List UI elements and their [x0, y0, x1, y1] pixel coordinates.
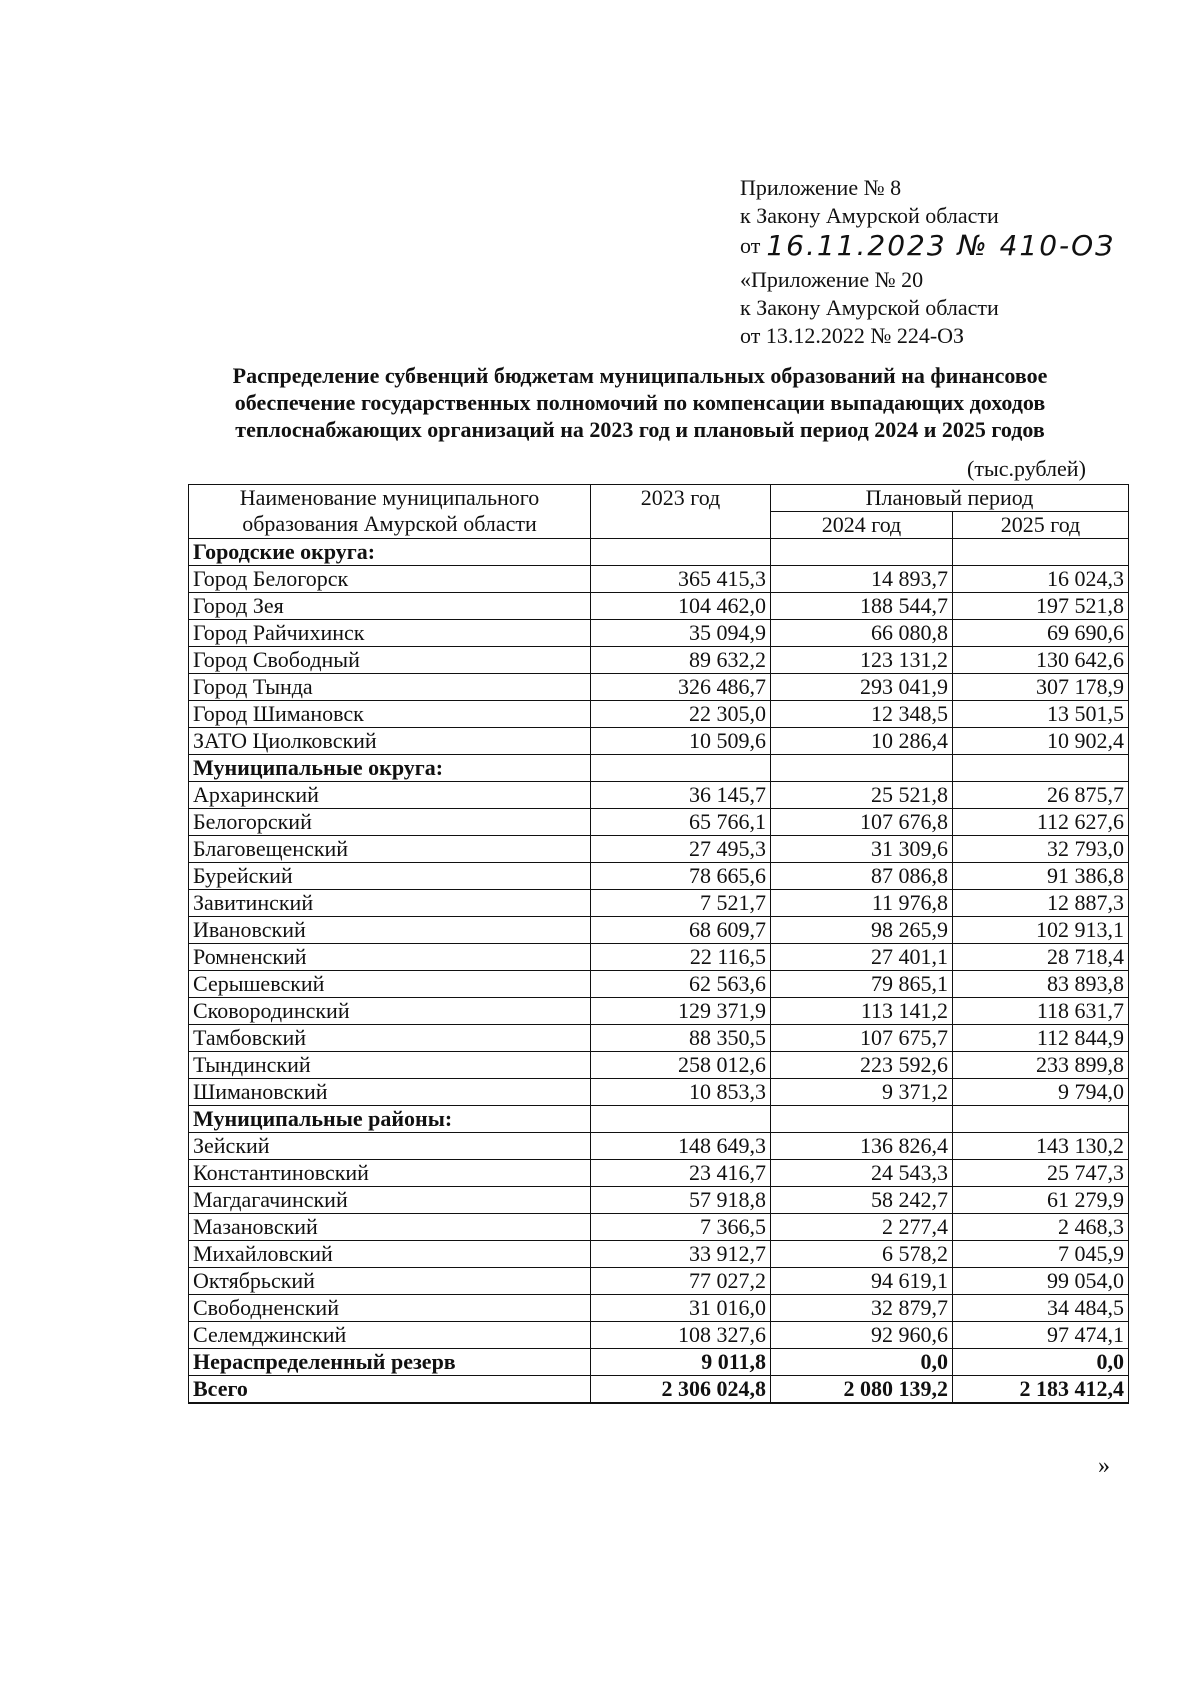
cell-v2023: 10 853,3 [591, 1079, 771, 1106]
table-reserve-row [189, 1349, 1129, 1376]
table-row [189, 701, 1129, 728]
cell-v2025: 32 793,0 [953, 836, 1129, 863]
cell-v2025: 143 130,2 [953, 1133, 1129, 1160]
cell-v2025: 34 484,5 [953, 1295, 1129, 1322]
cell-v2024: 10 286,4 [771, 728, 953, 755]
cell-v2025: 102 913,1 [953, 917, 1129, 944]
header-name-line1: Наименование муниципального [239, 485, 540, 510]
handwritten-date: 16.11.2023 № 410-ОЗ [766, 229, 1116, 262]
annex-number: Приложение № 8 [740, 175, 902, 200]
previous-annex-header [740, 266, 999, 350]
cell-v2024: 32 879,7 [771, 1295, 953, 1322]
units-label: (тыс.рублей) [967, 456, 1086, 481]
cell-v2024: 11 976,8 [771, 890, 953, 917]
table-total-row [189, 1376, 1129, 1404]
cell-v2024: 27 401,1 [771, 944, 953, 971]
cell-v2024: 58 242,7 [771, 1187, 953, 1214]
cell-v2025: 83 893,8 [953, 971, 1129, 998]
table-row [189, 944, 1129, 971]
cell-v2025: 13 501,5 [953, 701, 1129, 728]
cell-name: Город Свободный [189, 647, 591, 674]
cell-v2023: 326 486,7 [591, 674, 771, 701]
header-planned-period: Плановый период [771, 485, 1129, 512]
table-row [189, 1025, 1129, 1052]
cell-v2025: 307 178,9 [953, 674, 1129, 701]
cell-name: Тындинский [189, 1052, 591, 1079]
table-body [189, 539, 1129, 1404]
cell-v2025: 12 887,3 [953, 890, 1129, 917]
cell-v2025: 130 642,6 [953, 647, 1129, 674]
cell-name: Город Райчихинск [189, 620, 591, 647]
cell-v2024: 113 141,2 [771, 998, 953, 1025]
cell-name: Магдагачинский [189, 1187, 591, 1214]
header-name-line2: образования Амурской области [242, 511, 537, 536]
cell-name: ЗАТО Циолковский [189, 728, 591, 755]
table-row [189, 1079, 1129, 1106]
table-row [189, 782, 1129, 809]
cell-v2025: 99 054,0 [953, 1268, 1129, 1295]
cell-v2023: 77 027,2 [591, 1268, 771, 1295]
table-row [189, 1241, 1129, 1268]
cell-v2025: 7 045,9 [953, 1241, 1129, 1268]
cell-v2024: 25 521,8 [771, 782, 953, 809]
table-row [189, 1295, 1129, 1322]
table-row [189, 1160, 1129, 1187]
cell-v2024: 2 277,4 [771, 1214, 953, 1241]
cell-name: Город Белогорск [189, 566, 591, 593]
cell-v2023: 31 016,0 [591, 1295, 771, 1322]
header-2024: 2024 год [771, 512, 953, 539]
table-row [189, 917, 1129, 944]
cell-v2025 [953, 539, 1129, 566]
title-line: Распределение субвенций бюджетам муниципальных образований на финансовое [232, 363, 1048, 388]
table-row [189, 1133, 1129, 1160]
cell-v2025: 10 902,4 [953, 728, 1129, 755]
table-row [189, 890, 1129, 917]
prev-annex-law-ref: к Закону Амурской области [740, 295, 999, 320]
cell-v2025 [953, 1106, 1129, 1133]
cell-v2023: 36 145,7 [591, 782, 771, 809]
cell-name: Селемджинский [189, 1322, 591, 1349]
cell-v2023: 68 609,7 [591, 917, 771, 944]
table-row [189, 836, 1129, 863]
cell-v2024: 107 676,8 [771, 809, 953, 836]
cell-name: Ромненский [189, 944, 591, 971]
cell-name: Всего [189, 1376, 591, 1404]
cell-v2024: 87 086,8 [771, 863, 953, 890]
title-line: теплоснабжающих организаций на 2023 год и плановый период 2024 и 2025 годов [235, 417, 1045, 442]
annex-header [740, 174, 1115, 260]
cell-v2024: 123 131,2 [771, 647, 953, 674]
cell-v2024: 6 578,2 [771, 1241, 953, 1268]
cell-v2025: 2 468,3 [953, 1214, 1129, 1241]
cell-v2024 [771, 755, 953, 782]
table-row [189, 1268, 1129, 1295]
cell-name: Ивановский [189, 917, 591, 944]
cell-v2025: 0,0 [953, 1349, 1129, 1376]
prev-annex-date: от 13.12.2022 № 224-ОЗ [740, 323, 965, 348]
cell-v2024: 2 080 139,2 [771, 1376, 953, 1404]
table-row [189, 1322, 1129, 1349]
table-row [189, 1187, 1129, 1214]
cell-v2025: 16 024,3 [953, 566, 1129, 593]
cell-v2024: 107 675,7 [771, 1025, 953, 1052]
cell-v2025: 2 183 412,4 [953, 1376, 1129, 1404]
annex-law-ref: к Закону Амурской области [740, 203, 999, 228]
cell-v2025: 118 631,7 [953, 998, 1129, 1025]
cell-v2025: 26 875,7 [953, 782, 1129, 809]
cell-v2023 [591, 539, 771, 566]
document-title [190, 362, 1090, 443]
cell-v2024: 14 893,7 [771, 566, 953, 593]
cell-v2023 [591, 1106, 771, 1133]
cell-v2023 [591, 755, 771, 782]
cell-v2024: 12 348,5 [771, 701, 953, 728]
cell-v2025: 28 718,4 [953, 944, 1129, 971]
cell-v2024 [771, 1106, 953, 1133]
cell-v2023: 88 350,5 [591, 1025, 771, 1052]
cell-v2024: 136 826,4 [771, 1133, 953, 1160]
cell-name: Сковородинский [189, 998, 591, 1025]
table-row [189, 566, 1129, 593]
cell-v2023: 258 012,6 [591, 1052, 771, 1079]
cell-v2023: 148 649,3 [591, 1133, 771, 1160]
closing-quote: » [1098, 1453, 1110, 1479]
cell-v2023: 35 094,9 [591, 620, 771, 647]
table-group-row [189, 539, 1129, 566]
table-row [189, 728, 1129, 755]
cell-name: Муниципальные районы: [189, 1106, 591, 1133]
cell-name: Октябрьский [189, 1268, 591, 1295]
cell-v2023: 2 306 024,8 [591, 1376, 771, 1404]
cell-name: Городские округа: [189, 539, 591, 566]
cell-v2024: 0,0 [771, 1349, 953, 1376]
cell-name: Муниципальные округа: [189, 755, 591, 782]
cell-v2025: 25 747,3 [953, 1160, 1129, 1187]
cell-v2025: 233 899,8 [953, 1052, 1129, 1079]
header-name [189, 485, 591, 539]
cell-v2025: 112 844,9 [953, 1025, 1129, 1052]
cell-v2023: 57 918,8 [591, 1187, 771, 1214]
cell-v2025: 112 627,6 [953, 809, 1129, 836]
cell-v2024: 9 371,2 [771, 1079, 953, 1106]
cell-v2025 [953, 755, 1129, 782]
cell-v2024 [771, 539, 953, 566]
table-row [189, 1214, 1129, 1241]
cell-v2025: 69 690,6 [953, 620, 1129, 647]
cell-v2023: 365 415,3 [591, 566, 771, 593]
table-row [189, 620, 1129, 647]
annex-date-prefix: от [740, 233, 761, 258]
annex-date [740, 230, 1115, 260]
cell-v2023: 22 305,0 [591, 701, 771, 728]
table-row [189, 971, 1129, 998]
cell-v2023: 23 416,7 [591, 1160, 771, 1187]
cell-v2023: 104 462,0 [591, 593, 771, 620]
cell-name: Серышевский [189, 971, 591, 998]
cell-v2025: 97 474,1 [953, 1322, 1129, 1349]
header-2023: 2023 год [591, 485, 771, 539]
cell-v2024: 79 865,1 [771, 971, 953, 998]
cell-v2023: 7 521,7 [591, 890, 771, 917]
table-group-row [189, 755, 1129, 782]
cell-name: Город Шимановск [189, 701, 591, 728]
cell-v2024: 293 041,9 [771, 674, 953, 701]
cell-name: Мазановский [189, 1214, 591, 1241]
cell-name: Архаринский [189, 782, 591, 809]
cell-name: Тамбовский [189, 1025, 591, 1052]
cell-v2024: 94 619,1 [771, 1268, 953, 1295]
cell-v2025: 197 521,8 [953, 593, 1129, 620]
cell-v2024: 98 265,9 [771, 917, 953, 944]
cell-v2023: 27 495,3 [591, 836, 771, 863]
cell-v2023: 22 116,5 [591, 944, 771, 971]
cell-name: Нераспределенный резерв [189, 1349, 591, 1376]
header-2025: 2025 год [953, 512, 1129, 539]
cell-v2023: 129 371,9 [591, 998, 771, 1025]
cell-v2024: 188 544,7 [771, 593, 953, 620]
cell-v2024: 31 309,6 [771, 836, 953, 863]
cell-v2024: 92 960,6 [771, 1322, 953, 1349]
cell-v2023: 78 665,6 [591, 863, 771, 890]
cell-v2024: 24 543,3 [771, 1160, 953, 1187]
table-group-row [189, 1106, 1129, 1133]
cell-v2025: 9 794,0 [953, 1079, 1129, 1106]
cell-v2023: 65 766,1 [591, 809, 771, 836]
subvention-table [188, 484, 1129, 1404]
cell-name: Зейский [189, 1133, 591, 1160]
cell-name: Город Тында [189, 674, 591, 701]
table-row [189, 863, 1129, 890]
title-line: обеспечение государственных полномочий по компенсации выпадающих доходов [234, 390, 1046, 415]
table-row [189, 998, 1129, 1025]
cell-name: Шимановский [189, 1079, 591, 1106]
cell-v2023: 7 366,5 [591, 1214, 771, 1241]
cell-name: Бурейский [189, 863, 591, 890]
cell-v2023: 108 327,6 [591, 1322, 771, 1349]
cell-name: Город Зея [189, 593, 591, 620]
cell-v2023: 33 912,7 [591, 1241, 771, 1268]
table-row [189, 674, 1129, 701]
cell-v2023: 62 563,6 [591, 971, 771, 998]
cell-v2023: 89 632,2 [591, 647, 771, 674]
cell-name: Свободненский [189, 1295, 591, 1322]
table-row [189, 809, 1129, 836]
table-row [189, 593, 1129, 620]
cell-name: Михайловский [189, 1241, 591, 1268]
cell-name: Завитинский [189, 890, 591, 917]
cell-v2024: 66 080,8 [771, 620, 953, 647]
table-row [189, 1052, 1129, 1079]
cell-name: Константиновский [189, 1160, 591, 1187]
cell-v2023: 10 509,6 [591, 728, 771, 755]
cell-v2025: 91 386,8 [953, 863, 1129, 890]
cell-name: Белогорский [189, 809, 591, 836]
table-row [189, 647, 1129, 674]
prev-annex-number: «Приложение № 20 [740, 267, 924, 292]
cell-v2025: 61 279,9 [953, 1187, 1129, 1214]
cell-name: Благовещенский [189, 836, 591, 863]
cell-v2023: 9 011,8 [591, 1349, 771, 1376]
cell-v2024: 223 592,6 [771, 1052, 953, 1079]
